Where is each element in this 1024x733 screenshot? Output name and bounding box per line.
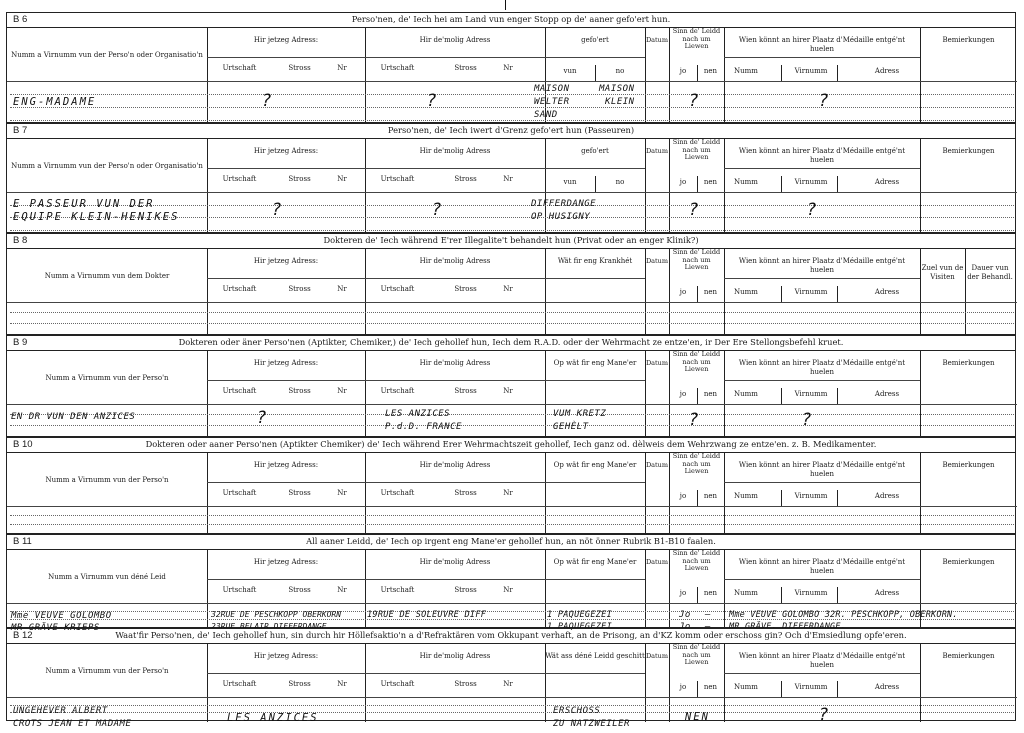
sub-nr: Nr (503, 64, 513, 72)
entry-former-address: ? (432, 200, 442, 220)
sinn-header: Sinn de' Leidd nach um Liewen (672, 452, 721, 475)
entry-former-address: LES ANZICES (385, 409, 451, 419)
sub-stross: Stross (288, 387, 311, 395)
column-divider (724, 138, 725, 234)
entry-to: MAISON (599, 84, 635, 94)
column-divider (724, 452, 725, 535)
sub-stross: Stross (454, 64, 477, 72)
entry-wien: ? (819, 705, 829, 725)
wien-subdivider (781, 286, 782, 302)
wien-subdivider (837, 176, 838, 192)
entry-current-address: ? (272, 200, 282, 220)
wien-subdivider (837, 587, 838, 603)
wien-numm: Numm (734, 589, 758, 597)
subheader-line (724, 57, 920, 58)
entry-info: GEHÈLT (553, 422, 589, 432)
wien-subdivider (781, 388, 782, 404)
wien-numm: Numm (734, 178, 758, 186)
entry-line (10, 524, 1014, 525)
sub-ortschaft: Urtschaft (222, 64, 257, 72)
jo-header: jo (679, 492, 687, 500)
info-sub-vun: vun (563, 178, 577, 186)
sub-ortschaft: Urtschaft (222, 175, 257, 183)
current-address-header: Hir jetzeg Adress: (253, 461, 319, 469)
section-b12 (6, 628, 1016, 729)
sub-ortschaft: Urtschaft (222, 586, 257, 594)
current-address-header: Hir jetzeg Adress: (253, 359, 319, 367)
sub-ortschaft: Urtschaft (380, 64, 415, 72)
entry-name: UNGEHEVER ALBERT (13, 706, 108, 716)
sub-stross: Stross (454, 285, 477, 293)
wien-numm: Numm (734, 492, 758, 500)
entry-info: DIFFERDANGE (531, 199, 597, 209)
wien-numm: Numm (734, 683, 758, 691)
section-title-row (7, 535, 1015, 550)
sub-stross: Stross (288, 175, 311, 183)
section-title-row (7, 629, 1015, 644)
entry-name: Mme VEUVE GOLOMBO (11, 611, 112, 621)
wien-numm: Numm (734, 288, 758, 296)
info-column-header: Op wät fir eng Mane'er (553, 461, 637, 469)
subheader-line (207, 673, 645, 674)
bemierkungen-header: Bemierkungen (942, 36, 995, 44)
bemierkungen-header: Bemierkungen (942, 359, 995, 367)
entry-current-address: ? (262, 91, 272, 111)
wien-virnumm: Virnumm (794, 492, 828, 500)
sub-stross: Stross (288, 64, 311, 72)
entry-line (10, 107, 1014, 108)
nen-header: nen (703, 390, 718, 398)
subheader-line (724, 168, 920, 169)
sub-stross: Stross (288, 489, 311, 497)
column-divider (724, 27, 725, 124)
subheader-line (724, 278, 920, 279)
entry-to: KLEIN (605, 97, 635, 107)
entry-name: CROTS JEAN ET MADAME (13, 719, 132, 729)
subheader-line (724, 482, 920, 483)
sub-ortschaft: Urtschaft (222, 285, 257, 293)
header-bottom-line (7, 192, 1017, 193)
current-address-header: Hir jetzeg Adress: (253, 652, 319, 660)
entry-jo: Jo (679, 610, 691, 620)
sub-nr: Nr (337, 175, 347, 183)
datum-header: Datum (645, 461, 669, 469)
wien-virnumm: Virnumm (794, 178, 828, 186)
entry-sinn: ? (689, 200, 699, 220)
entry-name: ENG-MADAME (13, 96, 97, 108)
wien-virnumm: Virnumm (794, 67, 828, 75)
subheader-line (207, 380, 645, 381)
entry-current-address: ? (257, 408, 267, 428)
wien-header: Wien könnt an hirer Plaatz d'Médaille entgé'nt huelen (738, 36, 906, 53)
current-address-header: Hir jetzeg Adress: (253, 36, 319, 44)
entry-jo: Jo (679, 622, 691, 632)
wien-subdivider (837, 388, 838, 404)
section-title: Perso'nen, de' Iech hei am Land vun enger Stopp op de' aaner gefo'ert hun. (351, 14, 671, 24)
datum-header: Datum (645, 558, 669, 566)
nen-header: nen (703, 589, 718, 597)
entry-line (10, 323, 1014, 324)
sinn-header: Sinn de' Leidd nach um Liewen (672, 549, 721, 572)
wien-adress: Adress (874, 67, 900, 75)
section-b8 (6, 233, 1016, 335)
sub-stross: Stross (454, 387, 477, 395)
entry-wien: ? (819, 91, 829, 111)
nen-header: nen (703, 683, 718, 691)
entry-from: WELTER (534, 97, 570, 107)
header-bottom-line (7, 302, 1017, 303)
datum-header: Datum (645, 36, 669, 44)
bemierkungen-header: Bemierkungen (942, 558, 995, 566)
sub-ortschaft: Urtschaft (380, 586, 415, 594)
subheader-line (724, 380, 920, 381)
entry-info: 1 PAQUEGEZEI (547, 610, 613, 620)
wien-virnumm: Virnumm (794, 288, 828, 296)
section-b9 (6, 335, 1016, 437)
info-column-header: gefo'ert (581, 147, 609, 155)
header-bottom-line (7, 506, 1017, 507)
wien-numm: Numm (734, 390, 758, 398)
name-column-header: Numm a Virnumm vun der Perso'n (45, 374, 169, 382)
entry-line (10, 414, 1014, 415)
entry-line (10, 205, 1014, 206)
section-title-row (7, 438, 1015, 453)
entry-name: MR GRÄVE-KRIEPS (11, 623, 100, 633)
entry-info: ERSCHOSS (553, 706, 601, 716)
wien-header: Wien könnt an hirer Plaatz d'Médaille entgé'nt huelen (738, 558, 906, 575)
subheader-line (207, 482, 645, 483)
section-code: B 12 (13, 630, 33, 641)
entry-name: EN DR VUN DEN ANZICES (11, 412, 136, 422)
wien-adress: Adress (874, 492, 900, 500)
entry-nen: — (705, 610, 711, 620)
wien-virnumm: Virnumm (794, 589, 828, 597)
former-address-header: Hir de'molig Adress (419, 652, 491, 660)
sub-ortschaft: Urtschaft (222, 680, 257, 688)
entry-line (10, 120, 1014, 121)
name-column-header: Numm a Virnumm vun der Perso'n oder Organisatio'n (11, 51, 203, 59)
wien-adress: Adress (874, 589, 900, 597)
sub-stross: Stross (288, 586, 311, 594)
entry-line (10, 230, 1014, 231)
entry-line (10, 94, 1014, 95)
top-edge-mark (505, 0, 506, 10)
sub-stross: Stross (454, 175, 477, 183)
datum-header: Datum (645, 147, 669, 155)
info-column-header: gefo'ert (581, 36, 609, 44)
bemierkungen-header: Bemierkungen (942, 461, 995, 469)
entry-sinn: ? (689, 91, 699, 111)
subheader-line (207, 579, 645, 580)
sub-nr: Nr (503, 387, 513, 395)
subheader-line (207, 168, 645, 169)
section-b11 (6, 534, 1016, 633)
column-divider (669, 27, 670, 124)
wien-header: Wien könnt an hirer Plaatz d'Médaille entgé'nt huelen (738, 359, 906, 376)
datum-header: Datum (645, 359, 669, 367)
sub-stross: Stross (288, 680, 311, 688)
section-code: B 6 (13, 14, 28, 25)
header-bottom-line (7, 603, 1017, 604)
wien-header: Wien könnt an hirer Plaatz d'Médaille entgé'nt huelen (738, 652, 906, 669)
subheader-line (724, 673, 920, 674)
dauer-behandl-header: Dauer vun der Behandl. (967, 264, 1013, 281)
entry-name: EQUIPE KLEIN-HENIKES (13, 211, 180, 223)
section-b6 (6, 12, 1016, 123)
bemierkungen-header: Bemierkungen (942, 652, 995, 660)
entry-line (10, 515, 1014, 516)
sub-ortschaft: Urtschaft (222, 489, 257, 497)
sub-nr: Nr (503, 175, 513, 183)
sub-nr: Nr (337, 387, 347, 395)
entry-wien: ? (802, 410, 812, 430)
entry-current-address: 23RUE BELAIR DIFFERDANGE (211, 622, 327, 631)
entry-info: ZU NATZWEILER (553, 719, 630, 729)
entry-info: VUM KRETZ (553, 409, 607, 419)
entry-line (10, 712, 1014, 713)
sinn-header: Sinn de' Leidd nach um Liewen (672, 248, 721, 271)
name-column-header: Numm a Virnumm vun dem Dokter (44, 272, 170, 280)
column-divider (724, 643, 725, 722)
sub-ortschaft: Urtschaft (380, 489, 415, 497)
jo-header: jo (679, 178, 687, 186)
wien-subdivider (781, 681, 782, 697)
jo-header: jo (679, 589, 687, 597)
subheader-line (207, 57, 645, 58)
info-column-header: Op wät fir eng Mane'er (553, 558, 637, 566)
section-code: B 9 (13, 337, 28, 348)
entry-name: E PASSEUR VUN DER (13, 198, 155, 210)
section-title: Perso'nen, de' Iech iwert d'Grenz gefo'ert hun (Passeuren) (387, 125, 635, 135)
header-bottom-line (7, 404, 1017, 405)
name-column-header: Numm a Virnumm vun der Perso'n oder Organisatio'n (11, 162, 203, 170)
wien-subdivider (837, 681, 838, 697)
name-column-header: Numm a Virnumm vun der Perso'n (45, 476, 169, 484)
former-address-header: Hir de'molig Adress (419, 558, 491, 566)
former-address-header: Hir de'molig Adress (419, 36, 491, 44)
nen-header: nen (703, 288, 718, 296)
header-bottom-line (7, 81, 1017, 82)
info-sub-no: no (615, 67, 625, 75)
sinn-header: Sinn de' Leidd nach um Liewen (672, 27, 721, 50)
entry-info: OP HUSIGNY (531, 212, 591, 222)
entry-sinn: ? (689, 410, 699, 430)
jo-header: jo (679, 683, 687, 691)
nen-header: nen (703, 492, 718, 500)
former-address-header: Hir de'molig Adress (419, 257, 491, 265)
wien-numm: Numm (734, 67, 758, 75)
section-title: Waat'fir Perso'nen, de' Iech gehollef hun, sin durch hir Höllefsaktio'n a d'Refraktären vom Okkupant verhaft, an de Prisong, an d'KZ komm oder erschoss gin? Och d'Emsiedlung opfe'eren. (115, 630, 907, 640)
entry-wien: ? (807, 200, 817, 220)
section-title: Dokteren oder aaner Perso'nen (Aptikter Chemiker) de' Iech während Erer Wehrmachtszeit gehollef, Iech ganz od. dèlweis dem Wehrzwang ze entze'en. z. B. Medikamenter. (145, 439, 877, 449)
wien-subdivider (781, 65, 782, 81)
wien-subdivider (837, 286, 838, 302)
jo-header: jo (679, 390, 687, 398)
sinn-header: Sinn de' Leidd nach um Liewen (672, 350, 721, 373)
entry-line (10, 425, 1014, 426)
wien-header: Wien könnt an hirer Plaatz d'Médaille entgé'nt huelen (738, 147, 906, 164)
section-title-row (7, 124, 1015, 139)
wien-adress: Adress (874, 178, 900, 186)
info-column-header: Wät ass déné Leidd geschitt (545, 652, 645, 660)
sub-ortschaft: Urtschaft (380, 285, 415, 293)
entry-nen: — (705, 622, 711, 632)
sinn-header: Sinn de' Leidd nach um Liewen (672, 643, 721, 666)
sub-ortschaft: Urtschaft (380, 175, 415, 183)
wien-subdivider (781, 587, 782, 603)
former-address-header: Hir de'molig Adress (419, 359, 491, 367)
wien-subdivider (837, 490, 838, 506)
wien-header: Wien könnt an hirer Plaatz d'Médaille entgé'nt huelen (738, 461, 906, 478)
wien-adress: Adress (874, 683, 900, 691)
sub-nr: Nr (337, 489, 347, 497)
zuel-visiten-header: Zuel vun de Visiten (921, 264, 964, 281)
wien-subdivider (781, 490, 782, 506)
nen-header: nen (703, 67, 718, 75)
bemierkungen-header: Bemierkungen (942, 147, 995, 155)
wien-adress: Adress (874, 390, 900, 398)
wien-adress: Adress (874, 288, 900, 296)
info-sub-vun: vun (563, 67, 577, 75)
entry-line (10, 705, 1014, 706)
entry-from: MAISON (534, 84, 570, 94)
section-title-row (7, 336, 1015, 351)
current-address-header: Hir jetzeg Adress: (253, 558, 319, 566)
entry-current-address: LES ANZICES (227, 712, 319, 724)
subheader-line (207, 278, 645, 279)
info-column-header: Wät fir eng Krankhét (557, 257, 633, 265)
sub-stross: Stross (288, 285, 311, 293)
wien-subdivider (781, 176, 782, 192)
entry-line (10, 312, 1014, 313)
nen-header: nen (703, 178, 718, 186)
sub-nr: Nr (503, 680, 513, 688)
section-code: B 8 (13, 235, 28, 246)
column-divider (724, 549, 725, 629)
section-b10 (6, 437, 1016, 534)
current-address-header: Hir jetzeg Adress: (253, 257, 319, 265)
subheader-line (724, 579, 920, 580)
wien-virnumm: Virnumm (794, 683, 828, 691)
jo-header: jo (679, 67, 687, 75)
section-title-row (7, 234, 1015, 249)
section-code: B 7 (13, 125, 28, 136)
sub-ortschaft: Urtschaft (380, 387, 415, 395)
sub-nr: Nr (503, 586, 513, 594)
former-address-header: Hir de'molig Adress (419, 461, 491, 469)
section-code: B 11 (13, 536, 32, 547)
sub-nr: Nr (503, 285, 513, 293)
wien-subdivider (837, 65, 838, 81)
sub-stross: Stross (454, 680, 477, 688)
entry-former-address: P.d.D. FRANCE (385, 422, 462, 432)
entry-wien: Mme VEUVE GOLOMBO 32R. PESCHKOPP, OBERKORN. (729, 610, 958, 620)
section-title-row (7, 13, 1015, 28)
name-column-header: Numm a Virnumm vun der Perso'n (45, 667, 169, 675)
section-title: Dokteren de' Iech während E'rer Illegalite't behandelt hun (Privat oder an enger Klinik?) (323, 235, 699, 245)
sub-nr: Nr (337, 680, 347, 688)
section-title: All aaner Leidd, de' Iech op irgent eng Mane'er gehollef hun, an nöt önner Rubrik B1-B10 faalen. (306, 536, 716, 546)
current-address-header: Hir jetzeg Adress: (253, 147, 319, 155)
entry-current-address: 32RUE DE PESCHKOPP OBERKORN (211, 610, 342, 619)
sub-nr: Nr (503, 489, 513, 497)
sub-ortschaft: Urtschaft (380, 680, 415, 688)
entry-info: 1 PAQUEGEZEI (547, 622, 613, 632)
section-title: Dokteren oder äner Perso'nen (Aptikter, Chemiker,) de' Iech gehollef hun, Iech dem R.A.D. oder der Wehrmacht ze entze'en, ir Der Ere Stellongsbefehl kruet. (178, 337, 844, 347)
entry-wien: MR GRÄVE. DIFFERDANGE. (729, 622, 846, 632)
entry-former-address: ? (427, 91, 437, 111)
info-sub-no: no (615, 178, 625, 186)
entry-former-address: 19RUE DE SOLEUVRE DIFF (367, 610, 487, 620)
jo-header: jo (679, 288, 687, 296)
sub-nr: Nr (337, 586, 347, 594)
wien-header: Wien könnt an hirer Plaatz d'Médaille entgé'nt huelen (738, 257, 906, 274)
header-bottom-line (7, 697, 1017, 698)
sub-nr: Nr (337, 285, 347, 293)
section-b7 (6, 123, 1016, 233)
sub-ortschaft: Urtschaft (222, 387, 257, 395)
name-column-header: Numm a Virnumm vun déné Leid (48, 573, 166, 581)
wien-virnumm: Virnumm (794, 390, 828, 398)
section-code: B 10 (13, 439, 33, 450)
datum-header: Datum (645, 652, 669, 660)
datum-header: Datum (645, 257, 669, 265)
sub-nr: Nr (337, 64, 347, 72)
sub-stross: Stross (454, 586, 477, 594)
sub-stross: Stross (454, 489, 477, 497)
sinn-header: Sinn de' Leidd nach um Liewen (672, 138, 721, 161)
entry-sinn: NEN (685, 711, 710, 723)
helper-registration-form (6, 12, 1016, 729)
info-column-header: Op wät fir eng Mane'er (553, 359, 637, 367)
former-address-header: Hir de'molig Adress (419, 147, 491, 155)
entry-from: SAND (534, 110, 558, 120)
